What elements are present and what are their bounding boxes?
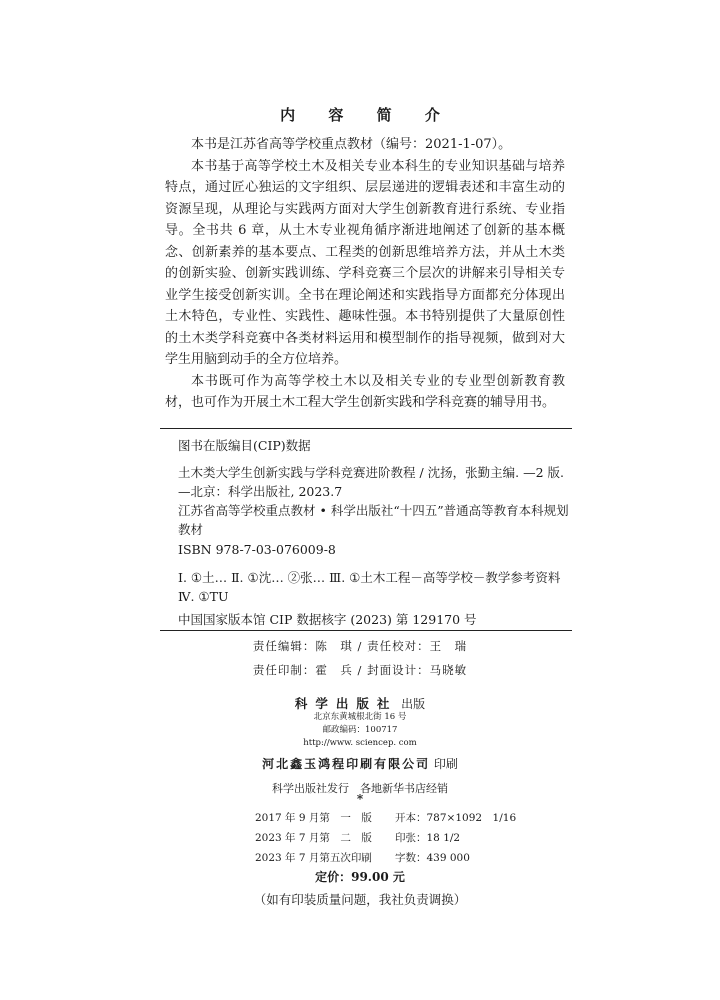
edition-table (255, 808, 555, 868)
edition-row (255, 828, 555, 848)
printer-suffix: 印刷 (433, 757, 458, 771)
edition-row (255, 808, 555, 828)
distribution-line: 科学出版社发行 各地新华书店经销 (272, 782, 448, 795)
cip-heading: 图书在版编目(CIP)数据 (178, 438, 311, 453)
summary-section (165, 134, 565, 414)
publisher-url: http://www. sciencep. com (303, 738, 417, 748)
editors-line-1: 责任编辑：陈 琪 / 责任校对：王 瑞 (252, 639, 468, 653)
printer-line (0, 755, 720, 772)
price: 定价：99.00 元 (315, 870, 405, 884)
printer-name: 河北鑫玉鸿程印刷有限公司 (262, 757, 431, 771)
publisher-address: 北京东黄城根北街 16 号 (313, 712, 407, 722)
publisher-name: 科学出版社 (294, 696, 398, 711)
cip-entry-1: 土木类大学生创新实践与学科竞赛进阶教程 / 沈扬，张勤主编. —2 版. —北京：科学出版社, 2023.7 (178, 465, 565, 499)
cip-entry-2: 江苏省高等学校重点教材 • 科学出版社“十四五”普通高等教育本科规划教材 (178, 503, 569, 537)
editors-line-2: 责任印制：霍 兵 / 封面设计：马晓敏 (252, 663, 468, 677)
summary-paragraph-2: 本书基于高等学校土木及相关专业本科生的专业知识基础与培养特点，通过匠心独运的文字组织、层层递进的逻辑表述和丰富生动的资源呈现，从理论与实践两方面对大学生创新教育进行系统、专业指导。全书共 6 章，从土木专业视角循序渐进地阐述了创新的基本概念、创新素养的基本要点、工程类的创新思维培养方法，并从土木类的创新实验、创新实践训练、学科竞赛三个层次的讲解来引导相关专业学生接受创新实训。全书在理论阐述和实践指导方面都充分体现出土木特色，专业性、实践性、趣味性强。本书特别提供了大量原创性的土木类学科竞赛中各类材料运用和模型制作的指导视频，做到对大学生用脑到动手的全方位培养。 (165, 158, 565, 367)
edition-row (255, 848, 555, 868)
publisher-postcode: 邮政编码：100717 (322, 725, 398, 735)
quality-note: （如有印装质量问题，我社负责调换） (253, 892, 467, 907)
edition-spec: 印张：18 1/2 (395, 832, 461, 844)
publisher-line (0, 694, 720, 712)
page-title: 内 容 简 介 (280, 106, 454, 124)
edition-spec: 开本：787×1092 1/16 (395, 812, 517, 824)
divider-bottom (160, 630, 572, 631)
edition-date: 2023 年 7 月第 二 版 (255, 832, 372, 844)
summary-paragraph-3: 本书既可作为高等学校土木以及相关专业的专业型创新教育教材，也可作为开展土木工程大学生创新实践和学科竞赛的辅导用书。 (165, 373, 565, 410)
edition-date: 2017 年 9 月第 一 版 (255, 812, 372, 824)
publisher-suffix: 出版 (401, 697, 426, 711)
cip-classification: Ⅰ. ①土… Ⅱ. ①沈… ②张… Ⅲ. ①土木工程－高等学校－教学参考资料 Ⅳ. ①TU (178, 570, 561, 604)
edition-date: 2023 年 7 月第五次印刷 (255, 852, 372, 864)
edition-spec: 字数：439 000 (395, 852, 470, 864)
summary-paragraph-1: 本书是江苏省高等学校重点教材（编号：2021-1-07）。 (191, 137, 512, 152)
separator-star: * (356, 792, 364, 806)
divider-top (160, 428, 572, 429)
cip-number: 中国国家版本馆 CIP 数据核字 (2023) 第 129170 号 (178, 612, 477, 627)
cip-isbn: ISBN 978-7-03-076009-8 (178, 542, 336, 557)
